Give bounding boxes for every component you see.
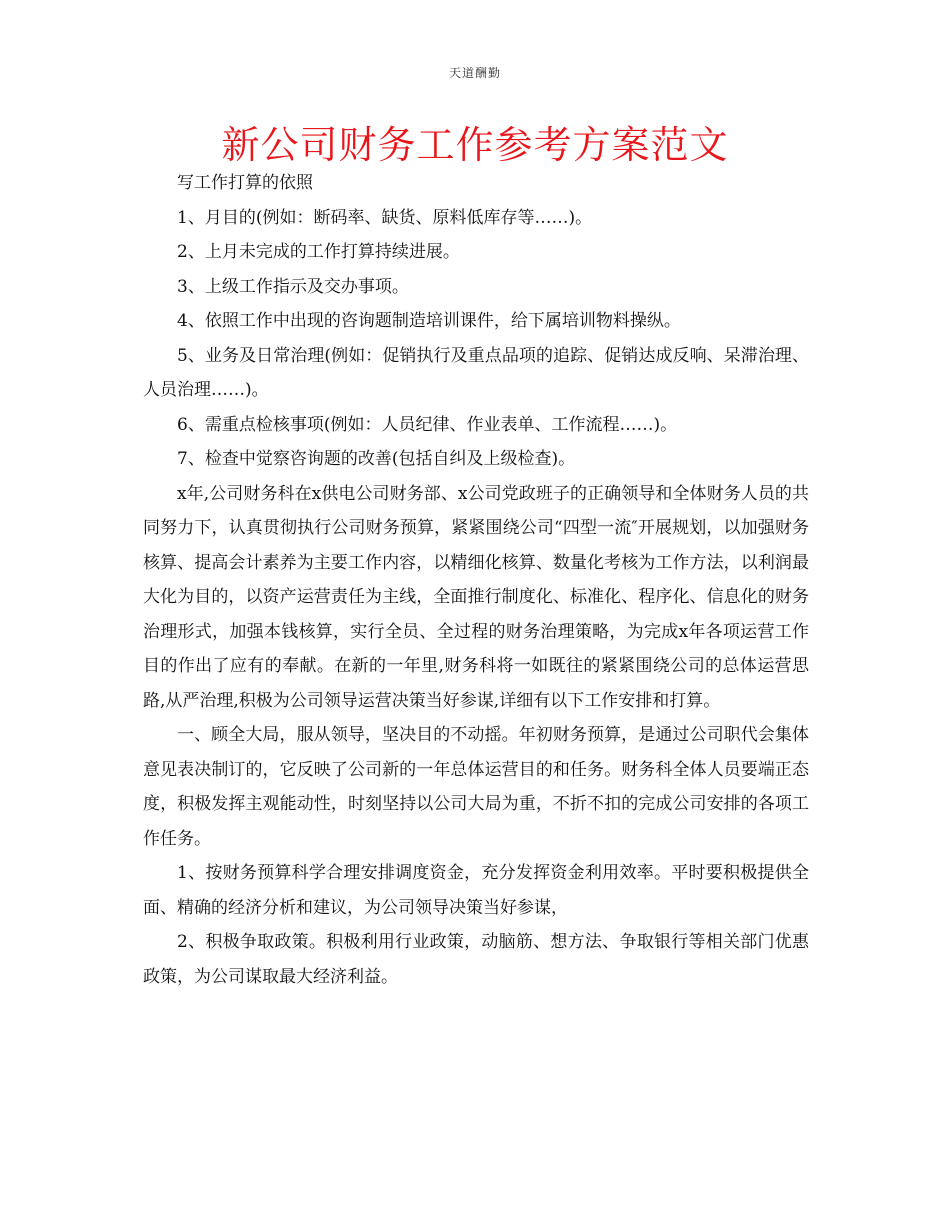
paragraph: x年,公司财务科在x供电公司财务部、x公司党政班子的正确领导和全体财务人员的共同努力下，认真贯彻执行公司财务预算，紧紧围绕公司“四型一流″开展规划，以加强财务核算、提高会计素养为主要工作内容，以精细化核算、数量化考核为工作方法，以利润最大化为目的，以资产运营责任为主线，全面推行制度化、标准化、程序化、信息化的财务治理形式，加强本钱核算，实行全员、全过程的财务治理策略，为完成x年各项运营工作目的作出了应有的奉献。在新的一年里,财务科将一如既往的紧紧围绕公司的总体运营思路,从严治理,积极为公司领导运营决策当好参谋,详细有以下工作安排和打算。 bbox=[143, 483, 809, 711]
document-title: 新公司财务工作参考方案范文 bbox=[221, 123, 729, 167]
page-header: 天道酬勤 bbox=[448, 66, 501, 80]
paragraph: 写工作打算的依照 bbox=[177, 173, 313, 193]
paragraph: 1、按财务预算科学合理安排调度资金，充分发挥资金利用效率。平时要积极提供全面、精确的经济分析和建议，为公司领导决策当好参谋， bbox=[143, 863, 809, 918]
paragraph: 5、业务及日常治理(例如：促销执行及重点品项的追踪、促销达成反响、呆滞治理、人员治理……)。 bbox=[143, 345, 809, 400]
paragraph: 1、月目的(例如：断码率、缺货、原料低库存等……)。 bbox=[177, 207, 593, 228]
paragraph: 6、需重点检核事项(例如：人员纪律、作业表单、工作流程……)。 bbox=[177, 414, 678, 435]
paragraph: 4、依照工作中出现的咨询题制造培训课件，给下属培训物料操纵。 bbox=[177, 311, 681, 331]
document-body bbox=[143, 166, 809, 994]
paragraph: 7、检查中觉察咨询题的改善(包括自纠及上级检查)。 bbox=[177, 449, 576, 469]
paragraph: 3、上级工作指示及交办事项。 bbox=[177, 276, 409, 297]
paragraph: 一、顾全大局，服从领导，坚决目的不动摇。年初财务预算，是通过公司职代会集体意见表决制订的，它反映了公司新的一年总体运营目的和任务。财务科全体人员要端正态度，积极发挥主观能动性，时刻坚持以公司大局为重，不折不扣的完成公司安排的各项工作任务。 bbox=[143, 725, 809, 849]
paragraph: 2、积极争取政策。积极利用行业政策，动脑筋、想方法、争取银行等相关部门优惠政策，为公司谋取最大经济利益。 bbox=[143, 932, 809, 987]
paragraph: 2、上月未完成的工作打算持续进展。 bbox=[177, 242, 460, 262]
